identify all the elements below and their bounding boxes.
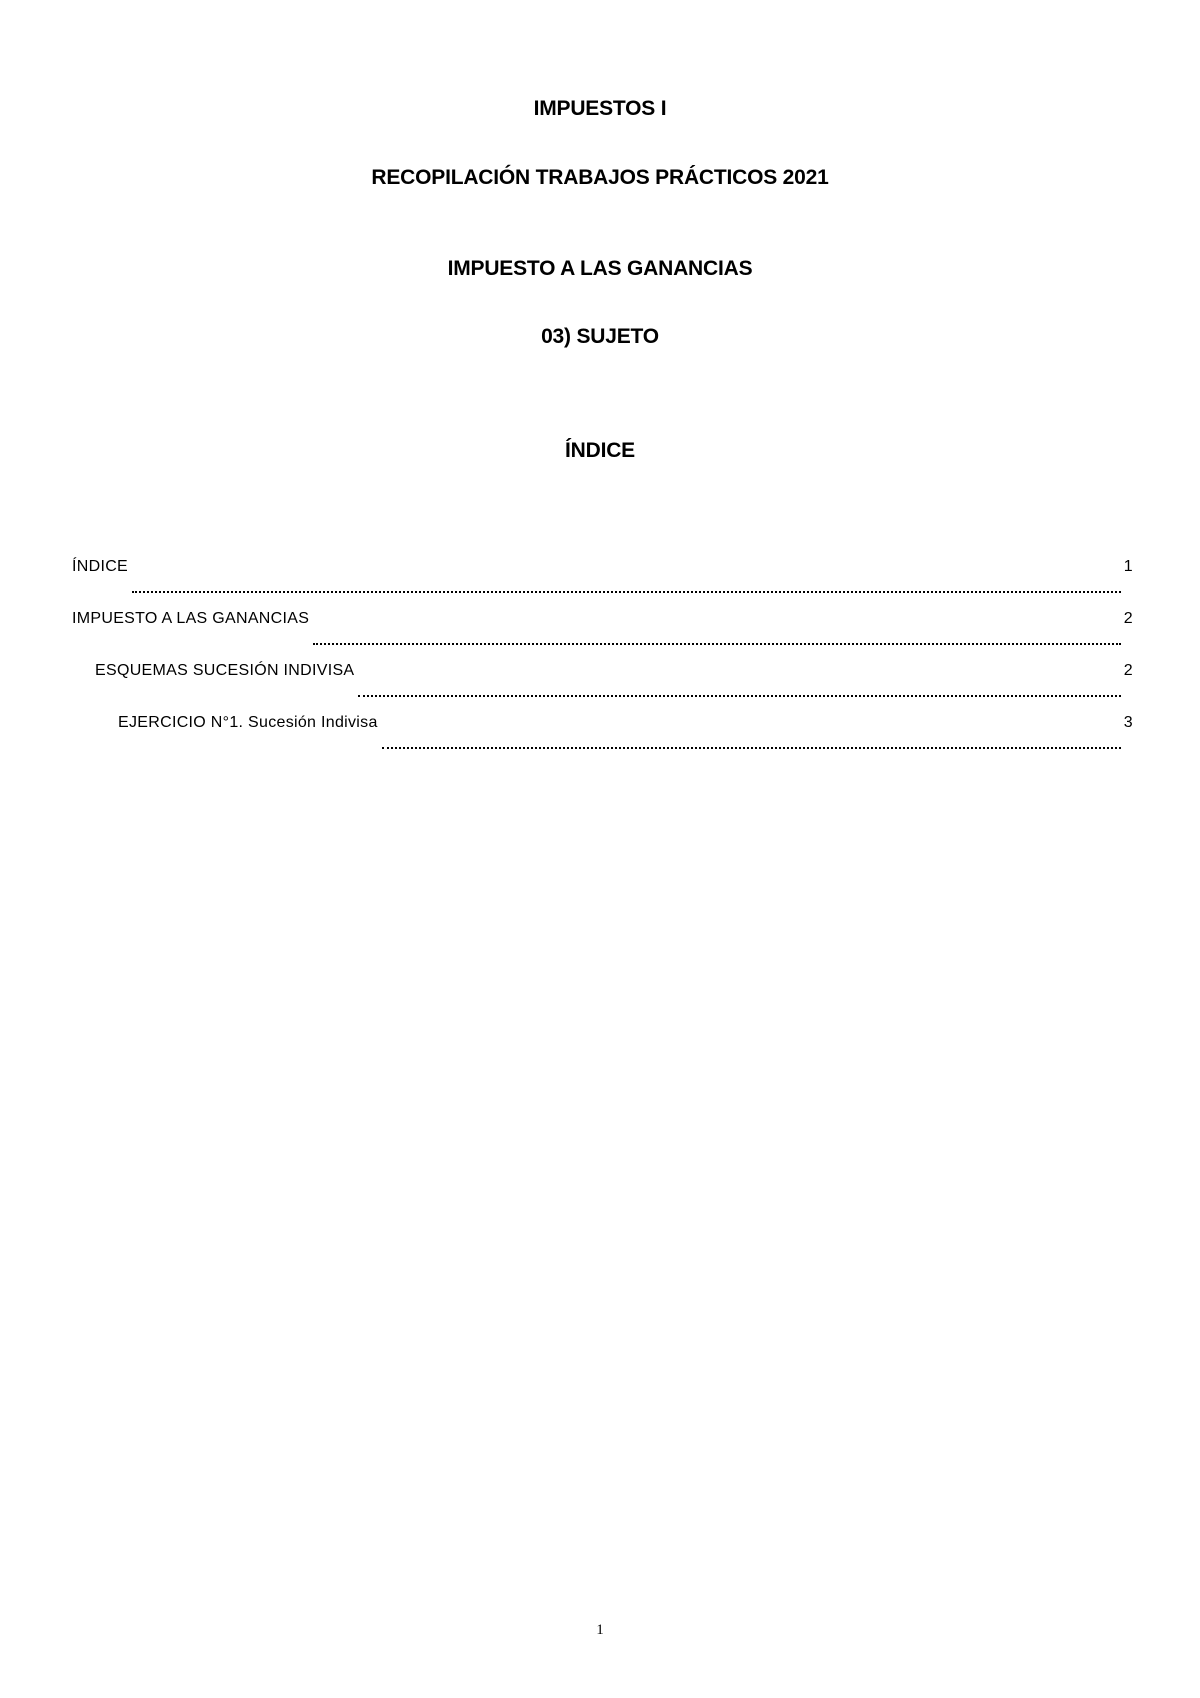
toc-entry-indice[interactable]	[72, 558, 1133, 610]
toc-entry-page: 1	[1123, 558, 1133, 575]
index-heading: ÍNDICE	[565, 439, 635, 462]
toc-entry-label: ESQUEMAS SUCESIÓN INDIVISA	[95, 662, 355, 679]
document-subtitle: RECOPILACIÓN TRABAJOS PRÁCTICOS 2021	[371, 166, 829, 189]
topic-heading: IMPUESTO A LAS GANANCIAS	[447, 257, 753, 280]
toc-dot-leader	[382, 731, 1121, 749]
toc-entry-esquemas-sucesion[interactable]	[72, 662, 1133, 714]
document-title: IMPUESTOS I	[533, 97, 667, 120]
toc-entry-ejercicio-1[interactable]	[72, 714, 1133, 766]
toc-dot-leader	[313, 627, 1121, 645]
toc-dot-leader	[132, 575, 1121, 593]
toc-entry-label: EJERCICIO N°1. Sucesión Indivisa	[118, 714, 378, 731]
toc-entry-page: 3	[1123, 714, 1133, 731]
toc-entry-page: 2	[1123, 610, 1133, 627]
toc-entry-label: ÍNDICE	[72, 558, 129, 575]
toc-entry-label: IMPUESTO A LAS GANANCIAS	[72, 610, 310, 627]
table-of-contents	[72, 558, 1133, 766]
toc-dot-leader	[358, 679, 1120, 697]
toc-entry-page: 2	[1123, 662, 1133, 679]
toc-entry-impuesto-ganancias[interactable]	[72, 610, 1133, 662]
section-heading: 03) SUJETO	[541, 325, 659, 348]
page-number: 1	[596, 1622, 604, 1638]
